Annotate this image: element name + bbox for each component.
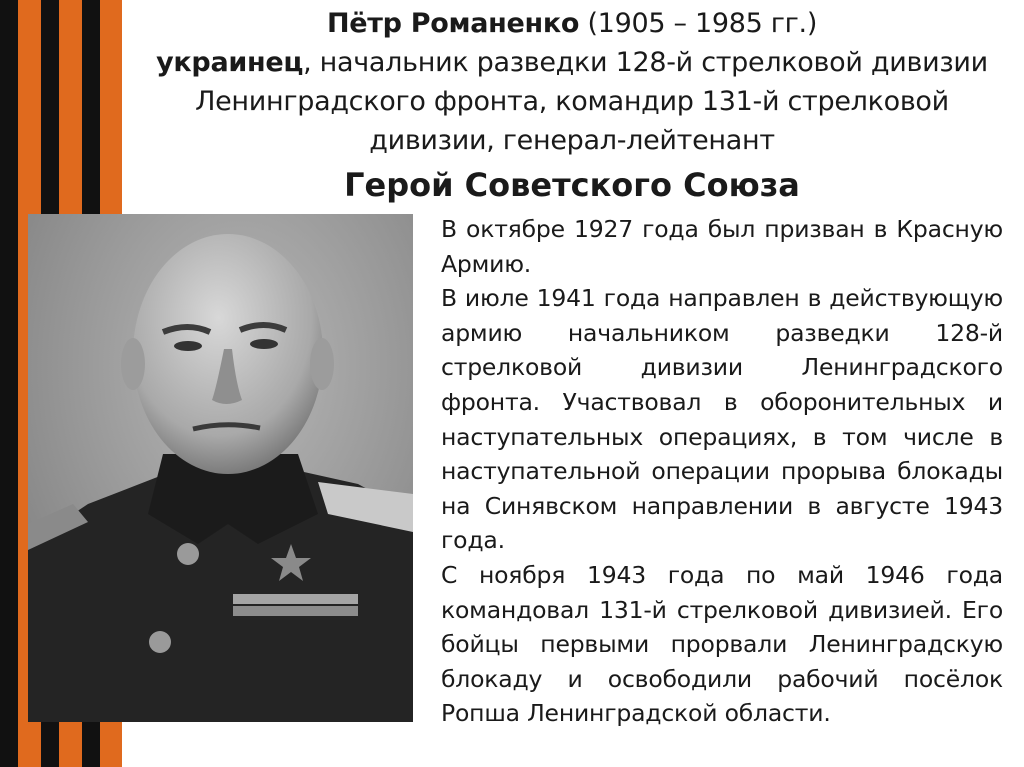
header-line-1-rest: , начальник разведки 128-й стрелковой дивизии bbox=[303, 47, 988, 78]
bio-paragraph-3: С ноября 1943 года по май 1946 года командовал 131-й стрелковой дивизией. Его бойцы первыми прорвали Ленинградскую блокаду и освободили рабочий посёлок Ропша Ленинградской области. bbox=[441, 560, 1003, 728]
bio-paragraph-1: В октябре 1927 года был призван в Красную Армию. bbox=[441, 215, 1003, 278]
portrait-photo bbox=[28, 214, 413, 722]
biography-text bbox=[441, 212, 1003, 731]
slide-header bbox=[130, 4, 1014, 210]
header-name-line bbox=[130, 4, 1014, 43]
person-name: Пётр Романенко bbox=[326, 8, 580, 39]
life-years: (1905 – 1985 гг.) bbox=[587, 8, 818, 39]
nationality: украинец bbox=[156, 47, 304, 78]
header-line-1 bbox=[130, 43, 1014, 82]
hero-title: Герой Советского Союза bbox=[344, 166, 800, 204]
bio-paragraph-2: В июле 1941 года направлен в действующую армию начальником разведки 128-й стрелковой дивизии Ленинградского фронта. Участвовал в оборонительных и наступательных операциях, в том числе в наступательной операции прорыва блокады на Синявском направлении в августе 1943 года. bbox=[441, 284, 1003, 555]
header-line-2: Ленинградского фронта, командир 131-й стрелковой bbox=[195, 86, 949, 117]
header-line-3: дивизии, генерал-лейтенант bbox=[369, 125, 775, 156]
